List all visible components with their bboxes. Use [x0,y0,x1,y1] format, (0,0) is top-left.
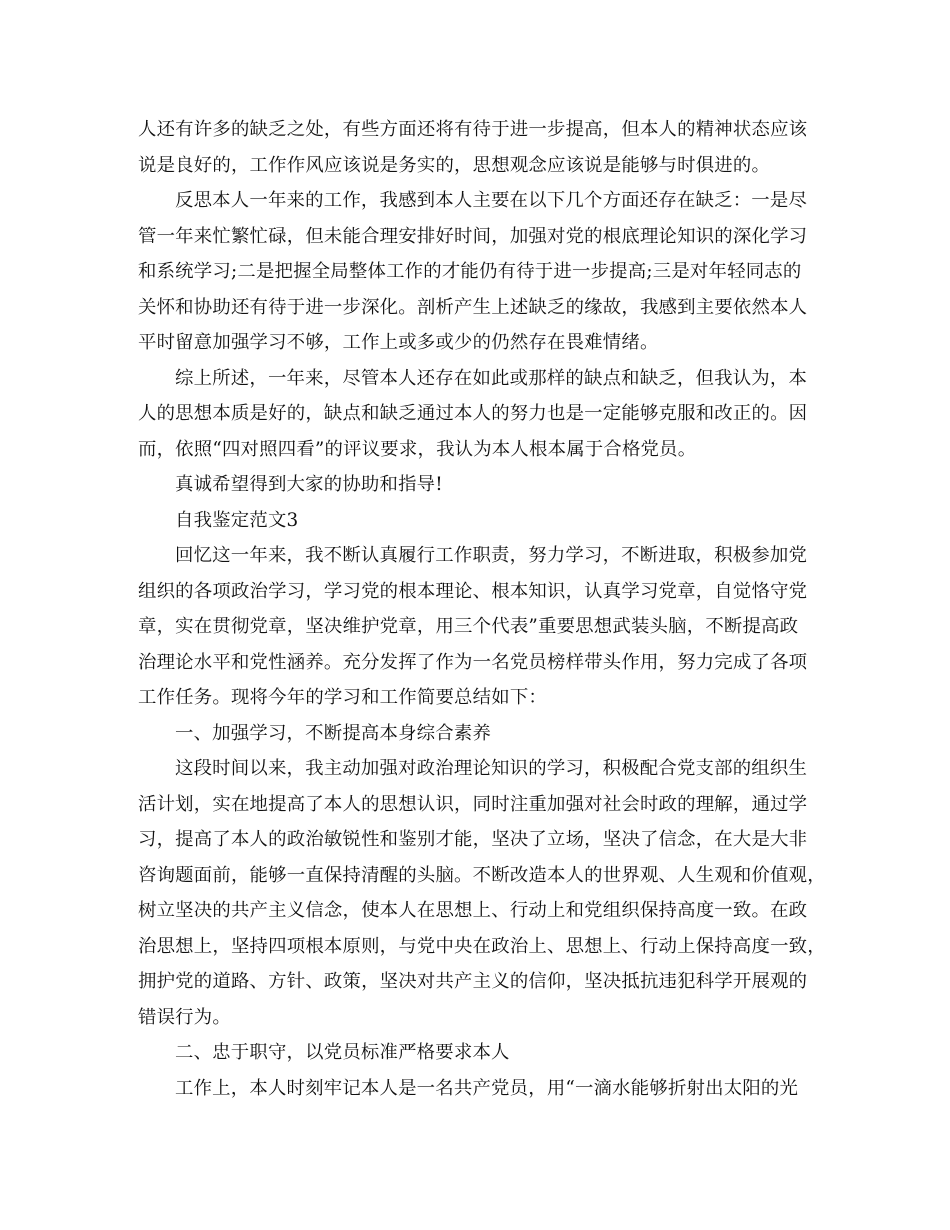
text-line: 反思本人一年来的工作，我感到本人主要在以下几个方面还存在缺乏：一是尽 [175,190,808,211]
text-line: 关怀和协助还有待于进一步深化。剖析产生上述缺乏的缘故，我感到主要依然本人 [138,296,808,318]
text-line: 一、加强学习，不断提高本身综合素养 [175,722,492,744]
text-line: 组织的各项政治学习，学习党的根本理论、根本知识，认真学习党章，自觉恪守党 [138,580,808,602]
text-line: 真诚希望得到大家的协助和指导! [175,474,443,495]
text-line: 管一年来忙繁忙碌，但未能合理安排好时间，加强对党的根底理论知识的深化学习 [138,225,808,247]
text-line: 咨询题面前，能够一直保持清醒的头脑。不断改造本人的世界观、人生观和价值观， [138,864,826,886]
text-line: 二、忠于职守，以党员标准严格要求本人 [175,1042,510,1063]
text-line: 错误行为。 [138,1006,231,1028]
text-line: 拥护党的道路、方针、政策，坚决对共产主义的信仰，坚决抵抗违犯科学开展观的 [138,971,808,992]
text-line: 习，提高了本人的政治敏锐性和鉴别才能，坚决了立场，坚决了信念，在大是大非 [138,829,808,850]
text-line: 自我鉴定范文3 [175,509,299,531]
text-line: 这段时间以来，我主动加强对政治理论知识的学习，积极配合党支部的组织生 [175,758,808,779]
text-line: 人的思想本质是好的，缺点和缺乏通过本人的努力也是一定能够克服和改正的。因 [138,403,808,424]
text-line: 人还有许多的缺乏之处，有些方面还将有待于进一步提高，但本人的精神状态应该 [138,119,808,140]
text-line: 回忆这一年来，我不断认真履行工作职责，努力学习，不断进取，积极参加党 [175,545,808,566]
text-line: 治思想上，坚持四项根本原则，与党中央在政治上、思想上、行动上保持高度一致， [138,935,826,957]
text-line: 和系统学习;二是把握全局整体工作的才能仍有待于进一步提高;三是对年轻同志的 [138,261,802,282]
text-line: 而，依照“四对照四看”的评议要求，我认为本人根本属于合格党员。 [138,438,697,460]
text-line: 平时留意加强学习不够，工作上或多或少的仍然存在畏难情绪。 [138,332,659,353]
text-line: 治理论水平和党性涵养。充分发挥了作为一名党员榜样带头作用，努力完成了各项 [138,651,808,673]
text-line: 工作任务。现将今年的学习和工作简要总结如下： [138,687,547,708]
text-line: 工作上，本人时刻牢记本人是一名共产党员，用“一滴水能够折射出太阳的光 [175,1077,799,1099]
text-line: 章，实在贯彻党章，坚决维护党章，用三个代表”重要思想武装头脑，不断提高政 [138,616,799,637]
text-line: 活计划，实在地提高了本人的思想认识，同时注重加强对社会时政的理解，通过学 [138,793,808,815]
text-line: 说是良好的，工作作风应该说是务实的，思想观念应该说是能够与时俱进的。 [138,154,771,176]
document-body [138,112,828,1106]
text-line: 综上所述，一年来，尽管本人还存在如此或那样的缺点和缺乏，但我认为，本 [175,367,808,389]
text-line: 树立坚决的共产主义信念，使本人在思想上、行动上和党组织保持高度一致。在政 [138,900,808,921]
